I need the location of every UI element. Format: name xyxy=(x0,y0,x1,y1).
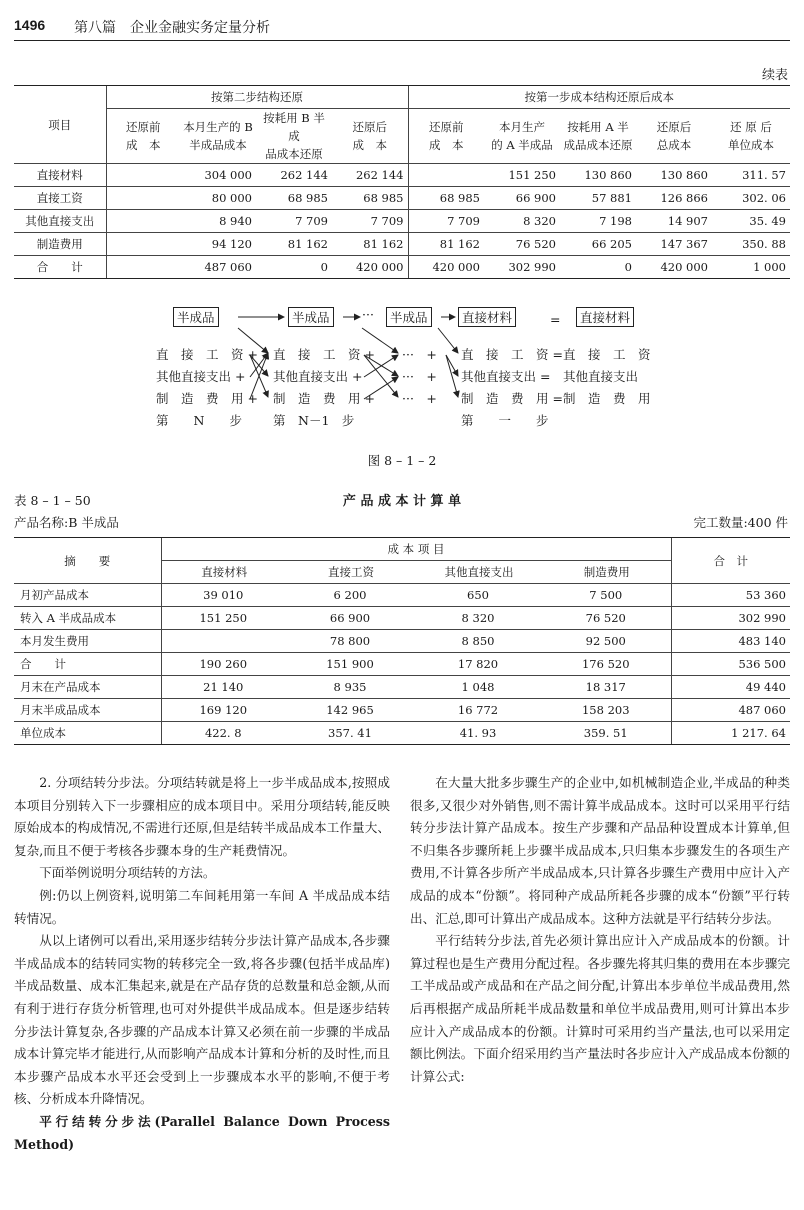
table-cell: 350. 88 xyxy=(712,233,790,256)
column-header-line: 总成本 xyxy=(656,138,692,152)
paragraph: 平行结转分步法,首先必须计算出应计入产成品成本的份额。计算过程也是生产费用分配过程。各步骤先将其归集的费用在本步骤完工半成品或产成品和在产品之间分配,计算出本步单位半成品费用,然后再根据产成品所耗半成品数量和单位半成品费用,则可计算出本步应计入产成品成本的份额。计算时可采用约当产量法,也可以采用定额比例法。下面介绍采用约当产量法时各步应计入产成品成本份额的计算公式: xyxy=(410,933,790,1084)
table-cell: 16 772 xyxy=(415,699,543,722)
table-cell: 151 250 xyxy=(161,607,287,630)
table-cell: 6 200 xyxy=(287,584,415,607)
direct-material-box-2: 直接材料 xyxy=(576,307,634,327)
step-1-label: 第 一 步 xyxy=(461,413,549,428)
figure-caption: 图 8 – 1 – 2 xyxy=(367,453,437,468)
row-label: 合 计 xyxy=(14,653,161,676)
table-cell: 41. 93 xyxy=(415,722,543,745)
flow-arrow xyxy=(446,355,458,397)
column-header-line: 成品成本还原 xyxy=(563,138,633,152)
table-cell: 81 162 xyxy=(408,233,484,256)
table-number: 表 8 – 1 – 50 xyxy=(14,493,91,508)
ellipsis-label: ··· xyxy=(362,307,374,322)
table-cell xyxy=(106,210,180,233)
table-row xyxy=(14,676,790,699)
table-cell: 158 203 xyxy=(543,699,671,722)
diagram-arrows xyxy=(0,306,804,456)
table-cell: 68 985 xyxy=(256,187,332,210)
column-header xyxy=(256,109,332,164)
cost-restoration-table xyxy=(14,85,790,279)
table-cell: 57 881 xyxy=(560,187,636,210)
left-text-column xyxy=(14,772,390,1156)
table-cell: 53 360 xyxy=(671,584,790,607)
direct-material-box-1: 直接材料 xyxy=(458,307,516,327)
table-cell: 7 709 xyxy=(256,210,332,233)
row-label: 月初产品成本 xyxy=(14,584,161,607)
table-cell: 1 217. 64 xyxy=(671,722,790,745)
semi-product-box-2: 半成品 xyxy=(288,307,334,327)
table-row xyxy=(14,187,790,210)
column-header xyxy=(408,109,484,164)
table-row xyxy=(14,164,790,187)
table-cell: 420 000 xyxy=(332,256,408,279)
right-text-column xyxy=(410,772,790,1088)
step-n-1-label: 第 N－1 步 xyxy=(273,413,355,428)
column-header-line: 还 原 后 xyxy=(730,120,772,134)
paragraph: 下面举例说明分项结转的方法。 xyxy=(39,865,216,881)
ellipsis-plus: ··· + xyxy=(402,347,437,362)
section-heading: 平行结转分步法(Parallel Balance Down Process Method) xyxy=(14,1113,390,1152)
table-cell: 190 260 xyxy=(161,653,287,676)
step-1-line: 其他直接支出 = xyxy=(461,369,551,384)
table-cell: 14 907 xyxy=(636,210,712,233)
row-label: 单位成本 xyxy=(14,722,161,745)
row-label: 其他直接支出 xyxy=(14,210,106,233)
table-row xyxy=(14,653,790,676)
paragraph: 在大量大批多步骤生产的企业中,如机械制造企业,半成品的种类很多,又很少对外销售,则不需计算半成品成本。这时可以采用平行结转分步法计算产品成本。按生产步骤和产品品种设置成本计算单,但不归集各步骤所耗上步骤半成品成本,只归集本步骤发生的各项生产费用,不计算各步所产半成品成本,只计算各步骤生产费用中应计入产成品的成本“份额”。将同种产成品所耗各步骤的成本“份额”平行转出、汇总,即可计算出产成品成本。这种方法就是平行结转分步法。 xyxy=(410,775,790,926)
table-cell: 130 860 xyxy=(636,164,712,187)
row-label: 直接材料 xyxy=(14,164,106,187)
column-header-line: 还原前 xyxy=(429,120,464,134)
step-n-1-line: 直 接 工 资 + xyxy=(273,347,375,362)
table-cell: 420 000 xyxy=(636,256,712,279)
step-n-line: 制 造 费 用 + xyxy=(156,391,258,406)
table-cell: 130 860 xyxy=(560,164,636,187)
row-label: 制造费用 xyxy=(14,233,106,256)
table-row xyxy=(14,256,790,279)
table-cell: 7 709 xyxy=(332,210,408,233)
column-header xyxy=(180,109,256,164)
continued-label: 续表 xyxy=(761,68,788,83)
column-header-line: 成 本 xyxy=(352,138,387,152)
table-cell: 8 850 xyxy=(415,630,543,653)
cost-items-header: 成 本 项 目 xyxy=(161,538,671,561)
paragraph: 例:仍以上例资料,说明第二车间耗用第一车间 A 半成品成本结转情况。 xyxy=(14,887,390,926)
flow-arrow xyxy=(364,377,398,399)
row-label: 直接工资 xyxy=(14,187,106,210)
column-header-line: 还原后 xyxy=(352,120,387,134)
table-cell: 0 xyxy=(256,256,332,279)
flow-arrow xyxy=(438,328,458,353)
group-header-b: 按第二步结构还原 xyxy=(106,86,408,109)
step-n-label: 第 N 步 xyxy=(156,413,242,428)
column-header-line: 按耗用 B 半成 xyxy=(263,111,325,143)
table-row xyxy=(14,584,790,607)
table-cell: 21 140 xyxy=(161,676,287,699)
table-cell: 66 900 xyxy=(484,187,560,210)
flow-arrow xyxy=(362,328,398,353)
table-cell: 7 709 xyxy=(408,210,484,233)
ellipsis-plus: ··· + xyxy=(402,369,437,384)
row-label: 月末在产品成本 xyxy=(14,676,161,699)
table-cell: 18 317 xyxy=(543,676,671,699)
column-header-line: 成 本 xyxy=(126,138,161,152)
table-cell: 81 162 xyxy=(256,233,332,256)
group-header-a: 按第一步成本结构还原后成本 xyxy=(408,86,790,109)
table-cell: 66 900 xyxy=(287,607,415,630)
table-cell: 8 940 xyxy=(180,210,256,233)
column-header: 制造费用 xyxy=(543,561,671,584)
column-header xyxy=(636,109,712,164)
table-cell: 68 985 xyxy=(408,187,484,210)
step-n-1-line: 制 造 费 用 + xyxy=(273,391,375,406)
equals-sign: = xyxy=(550,312,561,327)
running-title: 第八篇 企业金融实务定量分析 xyxy=(74,20,270,36)
table-row xyxy=(14,630,790,653)
column-header-line: 单位成本 xyxy=(728,138,774,152)
table-row xyxy=(14,210,790,233)
header-rule xyxy=(14,40,790,41)
table-cell: 169 120 xyxy=(161,699,287,722)
table-cell: 147 367 xyxy=(636,233,712,256)
table-cell: 420 000 xyxy=(408,256,484,279)
row-label: 转入 A 半成品成本 xyxy=(14,607,161,630)
step-1-line: 直 接 工 资 = xyxy=(461,347,563,362)
table-cell: 0 xyxy=(560,256,636,279)
column-header-line: 按耗用 A 半 xyxy=(567,120,629,134)
table-cell xyxy=(161,630,287,653)
column-header: 直接材料 xyxy=(161,561,287,584)
table-cell: 262 144 xyxy=(332,164,408,187)
table-cell: 142 965 xyxy=(287,699,415,722)
table-cell: 302 990 xyxy=(484,256,560,279)
step-n-1-line: 其他直接支出 + xyxy=(273,369,363,384)
table-cell: 81 162 xyxy=(332,233,408,256)
column-header: 其他直接支出 xyxy=(415,561,543,584)
table-cell: 359. 51 xyxy=(543,722,671,745)
flow-arrow xyxy=(446,355,458,376)
table-cell: 78 800 xyxy=(287,630,415,653)
table-cell: 311. 57 xyxy=(712,164,790,187)
flow-arrow xyxy=(250,353,268,399)
table-cell: 422. 8 xyxy=(161,722,287,745)
table-cell: 35. 49 xyxy=(712,210,790,233)
table-row xyxy=(14,233,790,256)
column-header xyxy=(106,109,180,164)
table-cell: 357. 41 xyxy=(287,722,415,745)
table-cell: 49 440 xyxy=(671,676,790,699)
table-row xyxy=(14,699,790,722)
table-cell: 8 935 xyxy=(287,676,415,699)
semi-product-box-1: 半成品 xyxy=(173,307,219,327)
product-name: 产品名称:B 半成品 xyxy=(14,515,119,530)
paragraph: 从以上诸例可以看出,采用逐步结转分步法计算产品成本,各步骤半成品成本的结转同实物的转移完全一致,将各步骤(包括半成品库)半成品数量、成本汇集起来,就是在产品存货的总数量和总金额,从而有利于进行存货分析管理,也可对外提供半成品成本。但是逐步结转分步法计算复杂,各步骤的产品成本计算又必须在前一步骤的半成品成本计算完毕才能进行,从而影响产品成本计算和分析的及时性,而且本步骤产品成本水平还会受到上一步骤成本水平的影响,不便于考核、分析成本升降情况。 xyxy=(14,933,390,1107)
table-cell: 302 990 xyxy=(671,607,790,630)
table-title: 产 品 成 本 计 算 单 xyxy=(342,494,462,509)
result-line: 直 接 工 资 xyxy=(563,347,651,362)
table-cell: 76 520 xyxy=(484,233,560,256)
table-cell: 8 320 xyxy=(415,607,543,630)
table-cell: 80 000 xyxy=(180,187,256,210)
table-cell: 76 520 xyxy=(543,607,671,630)
column-header xyxy=(712,109,790,164)
summary-header: 摘 要 xyxy=(14,538,161,584)
table-cell: 151 250 xyxy=(484,164,560,187)
table-cell: 17 820 xyxy=(415,653,543,676)
table-cell: 650 xyxy=(415,584,543,607)
flow-arrow xyxy=(238,328,268,353)
item-header: 项目 xyxy=(14,86,106,164)
step-1-line: 制 造 费 用 = xyxy=(461,391,563,406)
table-row xyxy=(14,607,790,630)
semi-product-box-3: 半成品 xyxy=(386,307,432,327)
row-label: 月末半成品成本 xyxy=(14,699,161,722)
column-header xyxy=(484,109,560,164)
column-header: 直接工资 xyxy=(287,561,415,584)
column-header-line: 品成本还原 xyxy=(265,147,323,161)
flow-arrow xyxy=(364,355,398,397)
table-cell: 151 900 xyxy=(287,653,415,676)
column-header xyxy=(332,109,408,164)
table-cell xyxy=(106,187,180,210)
product-cost-table xyxy=(14,537,790,745)
table-cell: 302. 06 xyxy=(712,187,790,210)
table-cell: 304 000 xyxy=(180,164,256,187)
table-cell: 66 205 xyxy=(560,233,636,256)
table-cell: 39 010 xyxy=(161,584,287,607)
column-header-line: 半成品成本 xyxy=(189,138,247,152)
column-header-line: 的 A 半成品 xyxy=(491,138,553,152)
table-cell: 262 144 xyxy=(256,164,332,187)
row-label: 本月发生费用 xyxy=(14,630,161,653)
table-cell xyxy=(106,164,180,187)
table-cell xyxy=(106,233,180,256)
table-cell: 7 198 xyxy=(560,210,636,233)
column-header-line: 本月生产 xyxy=(499,120,545,134)
row-label: 合 计 xyxy=(14,256,106,279)
table-cell: 1 048 xyxy=(415,676,543,699)
cost-flow-diagram xyxy=(0,306,804,456)
column-header-line: 还原前 xyxy=(126,120,161,134)
table-cell: 8 320 xyxy=(484,210,560,233)
step-n-line: 其他直接支出 + xyxy=(156,369,246,384)
page-number: 1496 xyxy=(14,17,46,33)
table-cell: 68 985 xyxy=(332,187,408,210)
table-cell: 7 500 xyxy=(543,584,671,607)
paragraph: 2. 分项结转分步法。分项结转就是将上一步半成品成本,按照成本项目分别转入下一步骤相应的成本项目中。采用分项结转,能反映原始成本的构成情况,不需进行还原,但是结转半成品成本工作量大、复杂,而且不便于考核各步骤本身的生产耗费情况。 xyxy=(14,775,390,858)
column-header-line: 成 本 xyxy=(429,138,464,152)
table-cell: 536 500 xyxy=(671,653,790,676)
table-cell: 1 000 xyxy=(712,256,790,279)
column-header-line: 本月生产的 B xyxy=(183,120,253,134)
ellipsis-plus: ··· + xyxy=(402,391,437,406)
table-cell: 483 140 xyxy=(671,630,790,653)
step-n-line: 直 接 工 资 + xyxy=(156,347,258,362)
table-cell: 94 120 xyxy=(180,233,256,256)
table-cell: 176 520 xyxy=(543,653,671,676)
column-header-line: 还原后 xyxy=(656,120,692,134)
result-line: 制 造 费 用 xyxy=(563,391,651,406)
table-cell xyxy=(106,256,180,279)
table-cell: 126 866 xyxy=(636,187,712,210)
table-row xyxy=(14,722,790,745)
column-header xyxy=(560,109,636,164)
table-cell: 92 500 xyxy=(543,630,671,653)
completed-quantity: 完工数量:400 件 xyxy=(693,515,788,530)
table-cell xyxy=(408,164,484,187)
table-cell: 487 060 xyxy=(180,256,256,279)
total-header: 合 计 xyxy=(671,538,790,584)
result-line: 其他直接支出 xyxy=(563,369,639,384)
table-cell: 487 060 xyxy=(671,699,790,722)
